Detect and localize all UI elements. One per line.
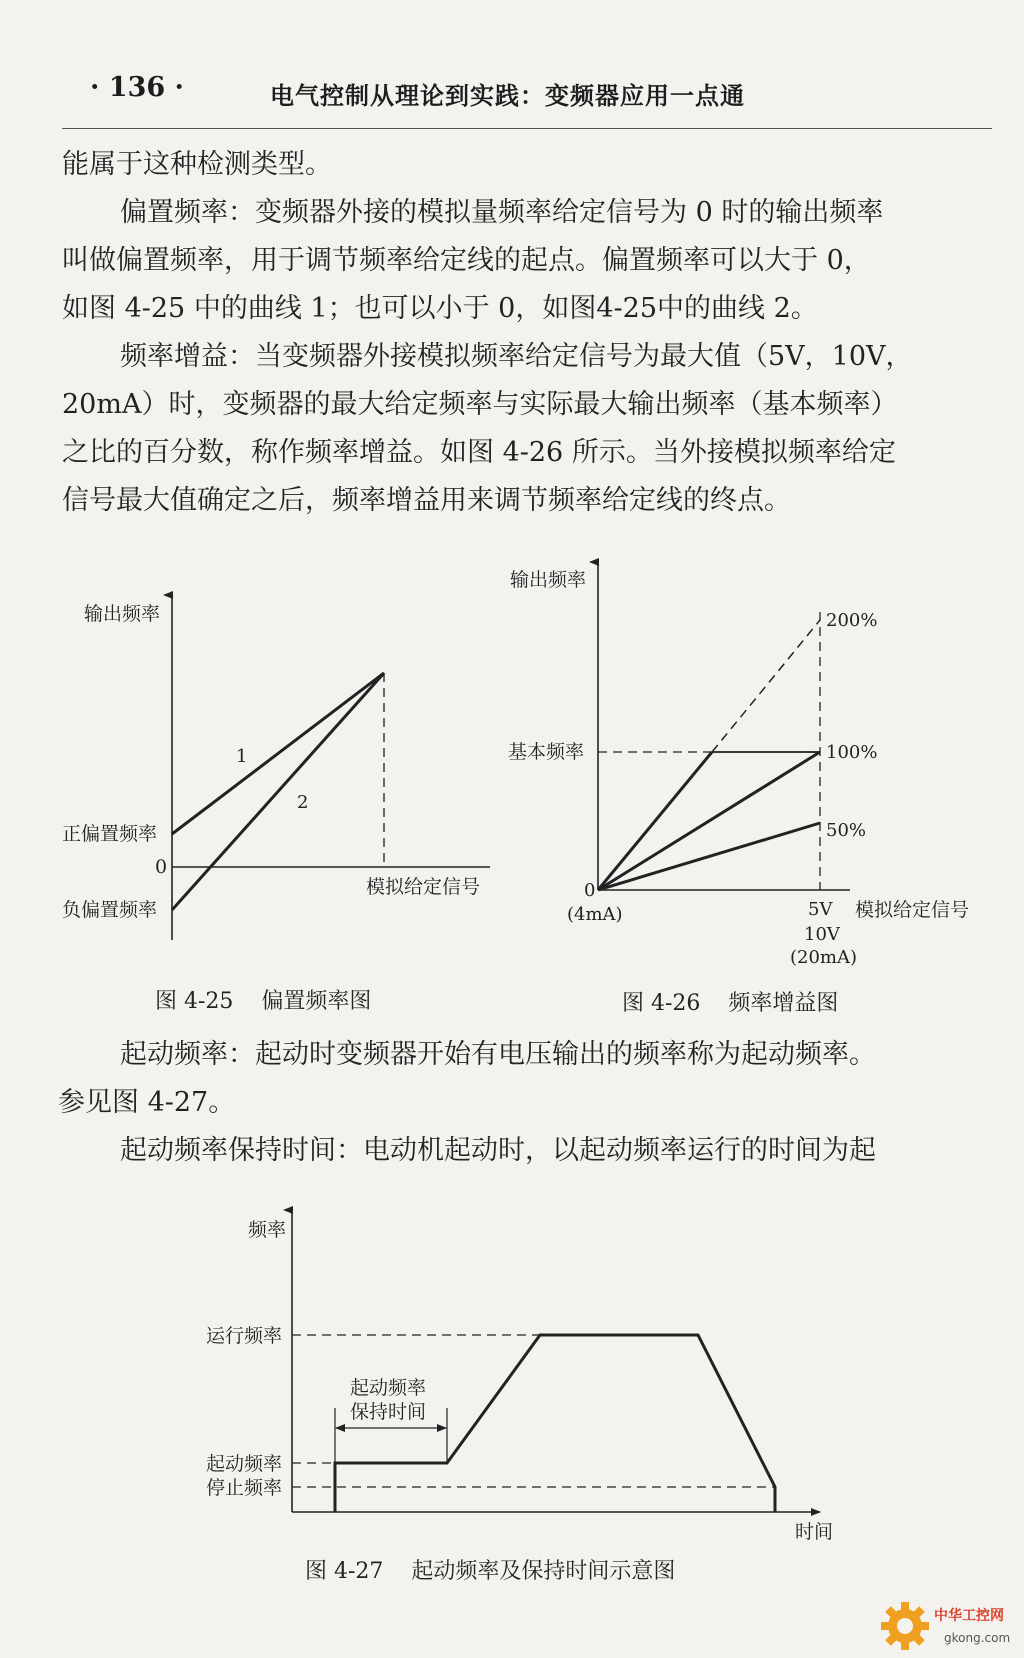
- fig27-y-label: 频率: [248, 1219, 287, 1241]
- fig25-pos-bias-label: 正偏置频率: [62, 823, 158, 845]
- fig25-x-label: 模拟给定信号: [366, 876, 481, 898]
- fig26-zero-label: 0: [584, 880, 596, 901]
- fig27-frequency-profile: [335, 1335, 775, 1512]
- figure-4-26: [508, 562, 969, 1016]
- fig26-y-label: 输出频率: [510, 569, 587, 591]
- gear-icon: [881, 1602, 929, 1650]
- fig26-4ma-label: (4mA): [567, 904, 623, 925]
- fig26-line-200-dashed: [712, 620, 820, 752]
- paragraph-line: 起动频率：起动时变频器开始有电压输出的频率称为起动频率。: [120, 1039, 876, 1070]
- fig27-caption: 图 4-27 起动频率及保持时间示意图: [305, 1559, 676, 1584]
- fig27-stop-freq-label: 停止频率: [206, 1477, 283, 1499]
- fig26-5v-label: 5V: [808, 899, 833, 920]
- fig25-y-label: 输出频率: [84, 603, 161, 625]
- fig25-curve-1: [172, 673, 384, 834]
- fig27-x-label: 时间: [795, 1521, 834, 1543]
- paragraph-line: 叫做偏置频率，用于调节频率给定线的起点。偏置频率可以大于 0，: [62, 245, 871, 276]
- fig26-x-label: 模拟给定信号: [855, 899, 970, 921]
- fig26-line-200-solid: [598, 752, 712, 890]
- fig26-line-50: [598, 823, 820, 890]
- fig26-50-label: 50%: [826, 820, 867, 841]
- paragraph-line: 偏置频率：变频器外接的模拟量频率给定信号为 0 时的输出频率: [120, 197, 884, 228]
- paragraph-line: 信号最大值确定之后，频率增益用来调节频率给定线的终点。: [62, 485, 791, 516]
- fig27-start-freq-label: 起动频率: [206, 1453, 283, 1475]
- paragraph-line: 参见图 4-27。: [58, 1087, 236, 1118]
- fig27-run-freq-label: 运行频率: [206, 1325, 283, 1347]
- fig27-hold-label-2: 保持时间: [350, 1401, 427, 1423]
- fig25-curve-1-label: 1: [236, 746, 248, 767]
- fig26-20ma-label: (20mA): [790, 947, 858, 968]
- paragraph-line: 如图 4-25 中的曲线 1；也可以小于 0，如图4-25中的曲线 2。: [62, 293, 818, 324]
- figure-4-25: [62, 595, 490, 1014]
- fig25-zero-label: 0: [155, 856, 168, 878]
- fig25-neg-bias-label: 负偏置频率: [62, 899, 158, 921]
- fig26-caption: 图 4-26 频率增益图: [622, 991, 839, 1016]
- paragraph-line: 频率增益：当变频器外接模拟频率给定信号为最大值（5V，10V，: [120, 341, 913, 372]
- fig26-10v-label: 10V: [804, 924, 840, 945]
- fig26-base-freq-label: 基本频率: [508, 741, 585, 763]
- watermark-name: 中华工控网: [934, 1608, 1004, 1624]
- paragraph-line: 起动频率保持时间：电动机起动时，以起动频率运行的时间为起: [120, 1135, 876, 1166]
- fig26-200-label: 200%: [826, 610, 878, 631]
- fig26-line-100: [598, 752, 820, 890]
- paragraph-line: 能属于这种检测类型。: [62, 149, 332, 180]
- fig25-curve-2: [172, 673, 384, 910]
- paragraph-line: 之比的百分数，称作频率增益。如图 4-26 所示。当外接模拟频率给定: [62, 437, 896, 468]
- page-number: · 136 ·: [90, 72, 184, 103]
- book-title: 电气控制从理论到实践：变频器应用一点通: [270, 81, 745, 110]
- fig25-caption: 图 4-25 偏置频率图: [155, 989, 372, 1014]
- fig26-100-label: 100%: [826, 742, 878, 763]
- fig27-hold-label-1: 起动频率: [350, 1377, 427, 1399]
- watermark-url: gkong.com: [944, 1631, 1011, 1645]
- figure-4-27: [206, 1210, 833, 1584]
- watermark-logo: [881, 1602, 1010, 1650]
- paragraph-line: 20mA）时，变频器的最大给定频率与实际最大输出频率（基本频率）: [62, 389, 898, 420]
- fig25-curve-2-label: 2: [297, 792, 309, 813]
